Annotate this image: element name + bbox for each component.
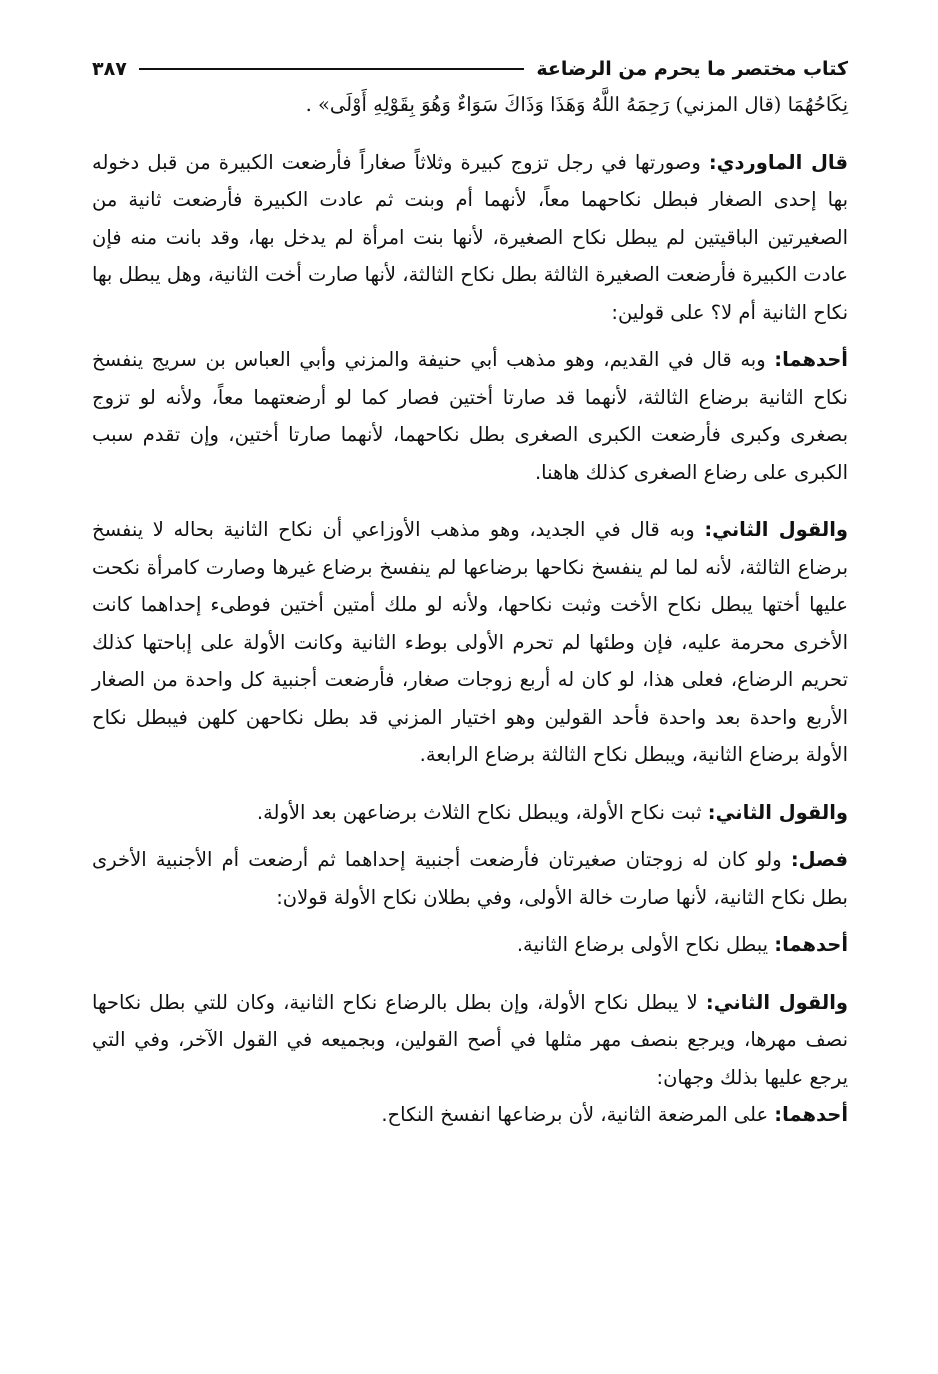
paragraph-heading: قال الماوردي: bbox=[708, 150, 848, 174]
paragraph-first-opinion-b bbox=[92, 926, 848, 964]
paragraph-mawardi bbox=[92, 144, 848, 332]
paragraph-text: ولو كان له زوجتان صغيرتان فأرضعت أجنبية إحداهما ثم أرضعت أم الأجنبية الأخرى بطل نكاح الثانية، لأنها صارت خالة الأولى، وفي بطلان نكاح الأولة قولان: bbox=[92, 848, 848, 909]
paragraph-text: لا يبطل نكاح الأولة، وإن بطل بالرضاع نكاح الثانية، وكان للتي بطل نكاحها نصف مهرها، ويرجع بنصف مهر مثلها في أصح القولين، وبجميعه في القول الآخر، وفي التي يرجع عليها بذلك وجهان: bbox=[92, 990, 848, 1089]
paragraph-text: ثبت نكاح الأولة، ويبطل نكاح الثلاث برضاعهن بعد الأولة. bbox=[256, 800, 702, 824]
paragraph-second-opinion-c bbox=[92, 984, 848, 1097]
paragraph-text: وبه قال في الجديد، وهو مذهب الأوزاعي أن نكاح الثانية بحاله لا ينفسخ برضاع الثالثة، لأنه لما لم ينفسخ نكاحها برضاعها لم ينفسخ برضاع غيرها وصارت كامرأة نكحت عليها أختها يبطل نكاح الأخت وثبت نكاحها، ولأنه لو ملك أمتين أختين فوطىء إحداهما كانت الأخرى محرمة عليه، فإن وطئها لم تحرم الأولى بوطء الثانية وكانت الأولة على إباحتها كذلك تحريم الرضاع، فعلى هذا، لو كان له أربع زوجات صغار، فأرضعت أجنبية كل واحدة من الصغار الأربع واحدة بعد واحدة فأحد القولين وهو اختيار المزني قد بطل نكاحهن كلهن فيبطل نكاح الأولة برضاع الثانية، ويبطل نكاح الثالثة برضاع الرابعة. bbox=[92, 518, 848, 766]
paragraph-heading: والقول الثاني: bbox=[704, 518, 848, 541]
paragraph-text: نِكَاحُهُمَا (قال المزني) رَحِمَهُ اللَّهُ وَهَذَا وَذَاكَ سَوَاءٌ وَهُوَ بِقَوْلِهِ أَوْلَى» . bbox=[305, 93, 848, 116]
paragraph-first-opinion bbox=[92, 341, 848, 491]
paragraph-heading: أحدهما: bbox=[774, 348, 848, 371]
paragraph-heading: أحدهما: bbox=[774, 1103, 848, 1126]
paragraph-second-opinion-b bbox=[92, 794, 848, 832]
paragraph-text: وبه قال في القديم، وهو مذهب أبي حنيفة والمزني وأبي العباس بن سريج ينفسخ نكاح الثانية برضاع الثالثة، لأنهما قد صارتا أختين فصار كما لو أرضعتهما معاً، ولأنه لو تزوج بصغرى وكبرى فأرضعت الكبرى الصغرى بطل نكاحهما، لأنهما صارتا أختين، وإن تقدم سبب الكبرى على رضاع الصغرى كذلك هاهنا. bbox=[92, 348, 848, 484]
running-header bbox=[92, 52, 848, 86]
paragraph-section bbox=[92, 841, 848, 916]
paragraph-heading: فصل: bbox=[790, 848, 848, 871]
paragraph-text: يبطل نكاح الأولى برضاع الثانية. bbox=[516, 933, 769, 956]
paragraph-heading: والقول الثاني: bbox=[705, 990, 849, 1014]
paragraph-first-opinion-c bbox=[92, 1096, 848, 1134]
page-number: ٣٨٧ bbox=[92, 58, 127, 80]
paragraph-second-opinion bbox=[92, 511, 848, 774]
chapter-title: كتاب مختصر ما يحرم من الرضاعة bbox=[536, 58, 848, 80]
paragraph-heading: أحدهما: bbox=[774, 933, 848, 956]
paragraph-text: وصورتها في رجل تزوج كبيرة وثلاثاً صغاراً فأرضعت الكبيرة من قبل دخوله بها إحدى الصغار فبطل نكاحهما معاً، لأنهما أم وبنت ثم عادت الكبيرة فأرضعت ثانية من الصغيرتين الباقيتين لم يبطل نكاح الصغيرة، لأنها بنت امرأة لم يدخل بها، وقد بانت منه فإن عادت الكبيرة فأرضعت الصغيرة الثالثة بطل نكاح الثالثة، لأنها صارت أخت الثانية، وهل يبطل بها نكاح الثانية أم لا؟ على قولين: bbox=[92, 150, 848, 324]
paragraph-text: على المرضعة الثانية، لأن برضاعها انفسخ النكاح. bbox=[381, 1103, 769, 1126]
book-page bbox=[92, 52, 848, 1342]
page-body bbox=[92, 86, 848, 1134]
header-rule bbox=[139, 68, 525, 70]
paragraph-continuation bbox=[92, 86, 848, 124]
paragraph-heading: والقول الثاني: bbox=[707, 800, 848, 824]
